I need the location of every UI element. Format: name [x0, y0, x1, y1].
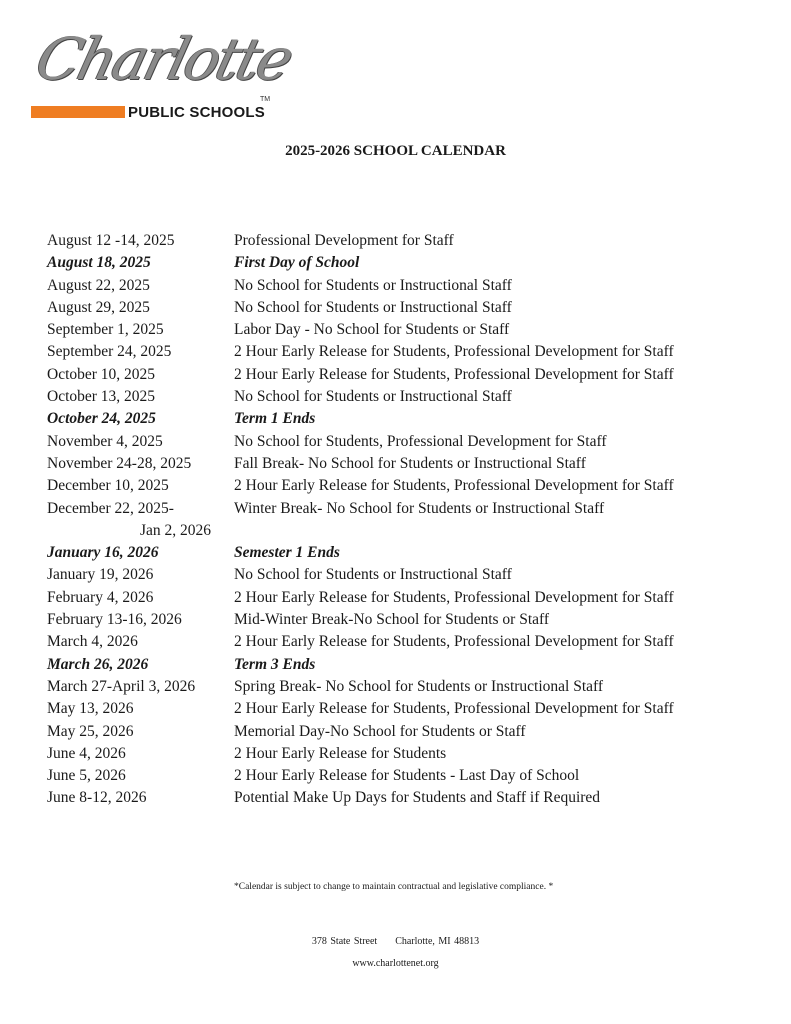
- street-address: 378 State Street: [311, 936, 378, 947]
- logo-script-text: Charlotte: [29, 25, 298, 93]
- calendar-date: August 29, 2025: [47, 298, 150, 316]
- calendar-date: March 27-April 3, 2026: [47, 677, 196, 695]
- calendar-event: 2 Hour Early Release for Students, Professional Development for Staff: [234, 588, 674, 606]
- calendar-event: Fall Break- No School for Students or Instructional Staff: [234, 454, 586, 472]
- calendar-row: [0, 631, 791, 653]
- calendar-row: [0, 453, 791, 475]
- calendar-event: No School for Students or Instructional Staff: [234, 276, 512, 294]
- calendar-date: March 4, 2026: [47, 633, 138, 651]
- calendar-event: 2 Hour Early Release for Students - Last Day of School: [234, 767, 580, 785]
- calendar-date: October 10, 2025: [47, 365, 156, 383]
- address-line: [0, 936, 791, 947]
- calendar-date: August 18, 2025: [47, 254, 151, 272]
- calendar-event: 2 Hour Early Release for Students, Professional Development for Staff: [234, 633, 674, 651]
- calendar-row: [0, 765, 791, 787]
- calendar-date: December 22, 2025-: [47, 499, 174, 517]
- calendar-date: June 5, 2026: [47, 767, 126, 785]
- calendar-event: First Day of School: [234, 254, 360, 272]
- website-url[interactable]: www.charlottenet.org: [352, 958, 439, 969]
- calendar-date: August 22, 2025: [47, 276, 150, 294]
- calendar-date: August 12 -14, 2025: [47, 232, 175, 249]
- calendar-event: 2 Hour Early Release for Students, Professional Development for Staff: [234, 477, 674, 495]
- calendar-event: Mid-Winter Break-No School for Students or Staff: [234, 611, 550, 629]
- calendar-row: [0, 408, 791, 430]
- calendar-event: Semester 1 Ends: [234, 544, 340, 562]
- calendar-row: [0, 431, 791, 453]
- calendar-date: November 24-28, 2025: [47, 454, 192, 472]
- calendar-list: [0, 230, 791, 810]
- page-title: 2025-2026 SCHOOL CALENDAR: [285, 143, 506, 159]
- calendar-date: May 13, 2026: [47, 700, 134, 718]
- calendar-event: 2 Hour Early Release for Students, Professional Development for Staff: [234, 365, 674, 383]
- calendar-row: [0, 364, 791, 386]
- calendar-event: Potential Make Up Days for Students and Staff if Required: [234, 789, 601, 807]
- calendar-date: June 8-12, 2026: [47, 789, 147, 807]
- calendar-event: No School for Students, Professional Development for Staff: [234, 432, 607, 450]
- calendar-date: January 16, 2026: [47, 544, 159, 562]
- calendar-row: [0, 676, 791, 698]
- calendar-row: [0, 297, 791, 319]
- calendar-row: [0, 341, 791, 363]
- calendar-event: No School for Students or Instructional Staff: [234, 298, 512, 316]
- calendar-row: [0, 275, 791, 297]
- calendar-event: Winter Break- No School for Students or Instructional Staff: [234, 499, 605, 517]
- calendar-row: [0, 542, 791, 564]
- calendar-row: [0, 564, 791, 586]
- calendar-date: October 13, 2025: [47, 388, 156, 406]
- calendar-row: [0, 609, 791, 631]
- calendar-event: No School for Students or Instructional Staff: [234, 388, 512, 406]
- calendar-event: No School for Students or Instructional Staff: [234, 566, 512, 584]
- calendar-date: June 4, 2026: [47, 744, 126, 762]
- calendar-date: October 24, 2025: [47, 410, 156, 428]
- calendar-row: [0, 743, 791, 765]
- calendar-row: [0, 721, 791, 743]
- calendar-row: [0, 654, 791, 676]
- calendar-event: Memorial Day-No School for Students or Staff: [234, 722, 526, 740]
- logo-orange-bar: [31, 106, 125, 118]
- calendar-event: 2 Hour Early Release for Students, Professional Development for Staff: [234, 700, 674, 718]
- calendar-row: [0, 230, 791, 252]
- calendar-date: Jan 2, 2026: [140, 521, 212, 539]
- calendar-event: Labor Day - No School for Students or Staff: [234, 321, 510, 339]
- calendar-date: November 4, 2025: [47, 432, 163, 450]
- city-state-zip: Charlotte, MI 48813: [395, 936, 480, 947]
- calendar-date: December 10, 2025: [47, 477, 169, 495]
- calendar-row: [0, 319, 791, 341]
- calendar-date: May 25, 2026: [47, 722, 134, 740]
- logo-trademark: TM: [260, 96, 271, 103]
- calendar-row: [0, 386, 791, 408]
- charlotte-public-schools-logo: [28, 22, 298, 122]
- calendar-date: January 19, 2026: [47, 566, 154, 584]
- calendar-date: February 4, 2026: [47, 588, 154, 606]
- calendar-event: Spring Break- No School for Students or Instructional Staff: [234, 677, 604, 695]
- calendar-event: Term 1 Ends: [234, 410, 316, 428]
- calendar-row: [0, 787, 791, 809]
- calendar-date: February 13-16, 2026: [47, 611, 182, 629]
- calendar-row: [0, 587, 791, 609]
- calendar-date: September 24, 2025: [47, 343, 172, 361]
- calendar-footnote: *Calendar is subject to change to maintain contractual and legislative compliance. *: [234, 882, 554, 892]
- calendar-row: [0, 520, 791, 542]
- calendar-event: 2 Hour Early Release for Students, Professional Development for Staff: [234, 343, 674, 361]
- calendar-event: Term 3 Ends: [234, 655, 316, 673]
- calendar-date: March 26, 2026: [47, 655, 149, 673]
- calendar-row: [0, 252, 791, 274]
- calendar-row: [0, 475, 791, 497]
- calendar-date: September 1, 2025: [47, 321, 164, 339]
- calendar-row: [0, 698, 791, 720]
- calendar-event: 2 Hour Early Release for Students: [234, 744, 447, 762]
- calendar-event: Professional Development for Staff: [234, 232, 454, 249]
- logo-public-schools-text: PUBLIC SCHOOLS: [128, 104, 265, 121]
- calendar-row: [0, 498, 791, 520]
